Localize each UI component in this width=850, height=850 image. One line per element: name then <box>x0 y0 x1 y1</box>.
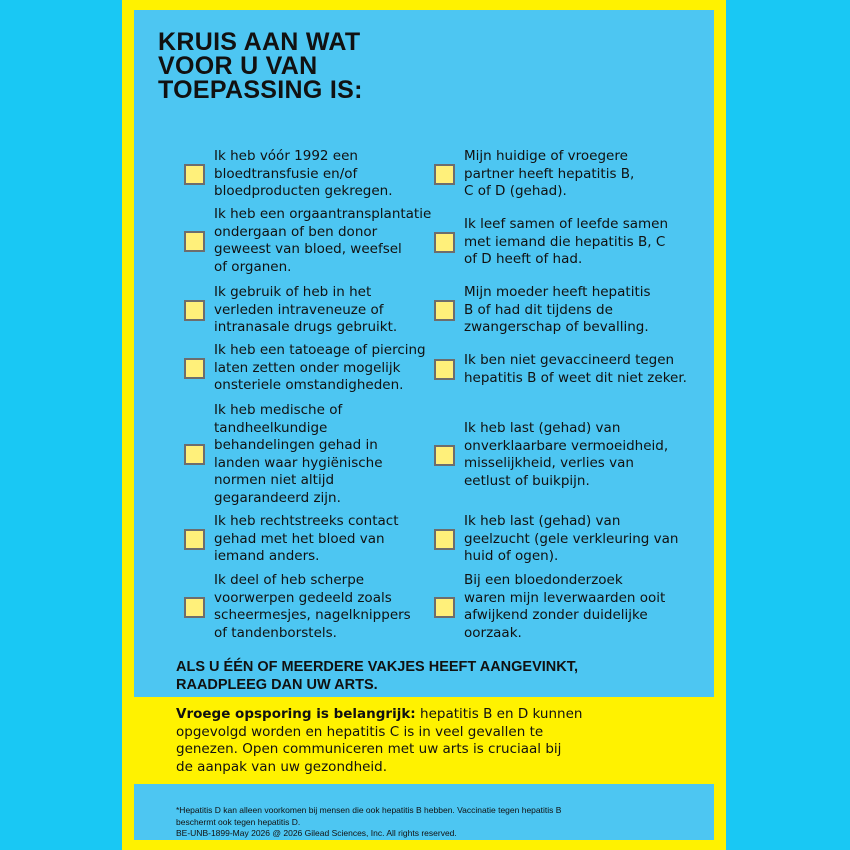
checklist-item-label: Ik heb rechtstreeks contact gehad met het bloed van iemand anders. <box>214 513 399 565</box>
checklist-item-transplant <box>184 206 434 276</box>
checklist-item-label: Ik heb een tatoeage of piercing laten zetten onder mogelijk onsteriele omstandigheden. <box>214 342 426 394</box>
checkbox[interactable] <box>434 300 455 321</box>
early-detection-banner <box>134 697 714 784</box>
checkbox[interactable] <box>184 164 205 185</box>
page-title <box>158 30 458 102</box>
checklist-item-label: Ik ben niet gevaccineerd tegen hepatitis B of weet dit niet zeker. <box>464 352 687 386</box>
checklist-item-sharing <box>184 572 434 642</box>
early-detection-text: Vroege opsporing is belangrijk: hepatitis B en D kunnen opgevolgd worden en hepatitis C is in veel gevallen te genezen. Open communiceren met uw arts is cruciaal bij de aanpak van uw gezondheid. <box>176 706 583 775</box>
checkbox[interactable] <box>434 232 455 253</box>
checkbox[interactable] <box>434 597 455 618</box>
checklist-item-partner <box>434 148 684 201</box>
checkbox[interactable] <box>434 164 455 185</box>
title-line: KRUIS AAN WAT <box>158 28 361 56</box>
checklist-item-label: Ik gebruik of heb in het verleden intraveneuze of intranasale drugs gebruikt. <box>214 284 398 336</box>
checklist-item-label: Mijn moeder heeft hepatitis B of had dit tijdens de zwangerschap of bevalling. <box>464 284 651 336</box>
checklist-item-jaundice <box>434 513 684 566</box>
title-line: VOOR U VAN <box>158 52 318 80</box>
checklist-item-label: Bij een bloedonderzoek waren mijn leverwaarden ooit afwijkend zonder duidelijke oorzaak. <box>464 572 666 641</box>
title-line: TOEPASSING IS: <box>158 76 363 104</box>
checkbox[interactable] <box>184 231 205 252</box>
consult-doctor-alert: ALS U ÉÉN OF MEERDERE VAKJES HEEFT AANGEVINKT, RAADPLEEG DAN UW ARTS. <box>176 659 579 693</box>
checklist-item-blood-contact <box>184 513 434 566</box>
checklist-item-label: Ik heb last (gehad) van onverklaarbare vermoeidheid, misselijkheid, verlies van eetlust of buikpijn. <box>464 420 669 489</box>
checkbox[interactable] <box>434 359 455 380</box>
checklist-item-label: Mijn huidige of vroegere partner heeft hepatitis B, C of D (gehad). <box>464 148 635 200</box>
checklist-item-vaccination <box>434 352 687 387</box>
checklist-item-label: Ik heb last (gehad) van geelzucht (gele verkleuring van huid of ogen). <box>464 513 679 565</box>
checklist-item-label: Ik heb een orgaantransplantatie ondergaan of ben donor geweest van bloed, weefsel of organen. <box>214 206 432 275</box>
checkbox[interactable] <box>434 529 455 550</box>
checkbox[interactable] <box>184 597 205 618</box>
checklist-item-mother <box>434 284 684 337</box>
checklist-item-fatigue <box>434 420 684 490</box>
checkbox[interactable] <box>434 445 455 466</box>
footnote: *Hepatitis D kan alleen voorkomen bij mensen die ook hepatitis B hebben. Vaccinatie tegen hepatitis B beschermt ook tegen hepatitis D. BE-UNB-1899-May 2026 @ 2026 Gilead Sciences, Inc. All rights reserved. <box>176 805 562 838</box>
checklist-item-liver-values <box>434 572 684 642</box>
checklist-item-drugs <box>184 284 434 337</box>
checkbox[interactable] <box>184 358 205 379</box>
poster <box>122 0 726 850</box>
checkbox[interactable] <box>184 529 205 550</box>
checkbox[interactable] <box>184 300 205 321</box>
checklist-item-cohabiting <box>434 216 684 269</box>
checklist-item-label: Ik heb vóór 1992 een bloedtransfusie en/of bloedproducten gekregen. <box>214 148 393 200</box>
checklist-item-label: Ik deel of heb scherpe voorwerpen gedeeld zoals scheermesjes, nagelknippers of tandenborstels. <box>214 572 411 641</box>
checklist-item-label: Ik heb medische of tandheelkundige behandelingen gehad in landen waar hygiënische normen niet altijd gegarandeerd zijn. <box>214 402 383 506</box>
early-detection-heading: Vroege opsporing is belangrijk: <box>176 706 416 722</box>
checklist-item-transfusion <box>184 148 434 201</box>
checklist-item-label: Ik leef samen of leefde samen met iemand die hepatitis B, C of D heeft of had. <box>464 216 669 268</box>
checkbox[interactable] <box>184 444 205 465</box>
checklist-item-tattoo <box>184 342 434 395</box>
checklist-item-medical-abroad <box>184 402 434 508</box>
